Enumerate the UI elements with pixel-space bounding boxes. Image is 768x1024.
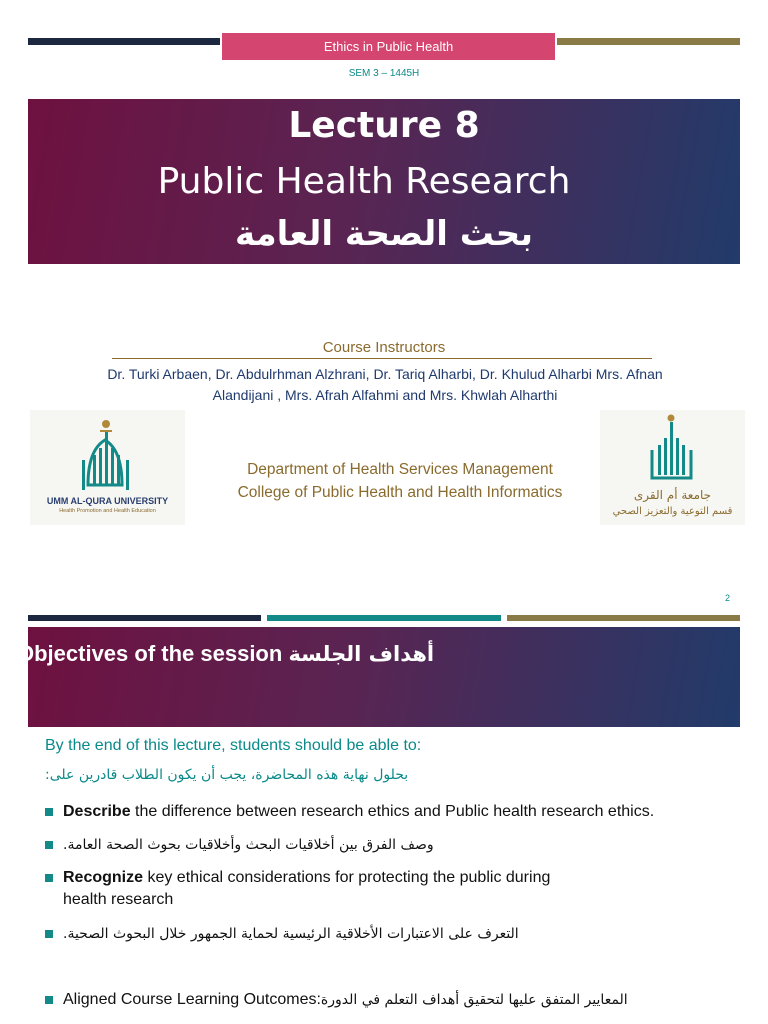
header-bar-right (557, 38, 740, 45)
lecture-number: Lecture 8 (288, 105, 480, 146)
header-bar-olive (507, 615, 740, 621)
course-label: Ethics in Public Health (222, 33, 555, 60)
header-bar-left (28, 38, 220, 45)
objective-body: the difference between research ethics and Public health research ethics. (130, 803, 655, 820)
university-emblem-icon (600, 410, 745, 485)
department-name: Department of Health Services Management (247, 461, 553, 478)
semester-label: SEM 3 – 1445H (348, 68, 420, 79)
college-name: College of Public Health and Health Informatics (237, 484, 563, 501)
aligned-outcomes-en: Aligned Course Learning Outcomes: (63, 991, 321, 1008)
objective-text (63, 867, 583, 911)
bullet-icon (45, 808, 53, 816)
bullet-icon (45, 841, 53, 849)
intro-arabic: بحلول نهاية هذه المحاضرة، يجب أن يكون الطلاب قادرين على: (45, 767, 409, 783)
aligned-outcomes-ar: المعايير المتفق عليها لتحقيق أهداف التعلم في الدورة (320, 992, 628, 1008)
objective-body: key ethical considerations for protecting the public during health research (63, 869, 551, 908)
objective-arabic: التعرف على الاعتبارات الأخلاقية الرئيسية لحماية الجمهور خلال البحوث الصحية. (63, 926, 519, 942)
bullet-icon (45, 996, 53, 1004)
page-number: 2 (725, 593, 731, 603)
objectives-title-ar: أهداف الجلسة (288, 642, 435, 666)
university-name-arabic: جامعة أم القرى (633, 488, 712, 502)
objective-arabic: وصف الفرق بين أخلاقيات البحث وأخلاقيات بحوث الصحة العامة. (63, 837, 434, 853)
header-bar-teal (267, 615, 501, 621)
title-band (28, 99, 740, 264)
aligned-outcomes-text (63, 989, 628, 1011)
bullet-icon (45, 930, 53, 938)
header-bar-navy (28, 615, 261, 621)
objective-text (63, 801, 654, 823)
instructors-heading: Course Instructors (322, 339, 446, 356)
lecture-title: Public Health Research (157, 161, 571, 202)
university-subtitle: Health Promotion and Health Education (59, 508, 156, 514)
instructors-names: Dr. Turki Arbaen, Dr. Abdulrhman Alzhrani, Dr. Tariq Alharbi, Dr. Khulud Alharbi Mrs. Afnan Alandijani , Mrs. Afrah Alfahmi and Mrs. Khwlah Alharthi (107, 366, 663, 403)
objectives-title (17, 641, 434, 667)
university-emblem-icon (30, 410, 185, 500)
department-block (200, 458, 600, 504)
slide-objectives (0, 585, 768, 1024)
university-subtitle-arabic: قسم التوعية والتعزيز الصحي (612, 506, 733, 517)
instructors-divider (112, 358, 652, 359)
university-name: UMM AL-QURA UNIVERSITY (46, 496, 169, 506)
objective-verb: Recognize (63, 869, 144, 886)
bullet-icon (45, 874, 53, 882)
university-logo-left (30, 410, 185, 525)
university-logo-right (600, 410, 745, 525)
lecture-title-arabic: بحث الصحة العامة (234, 214, 534, 254)
objectives-title-en: Objectives of the session (17, 641, 283, 666)
intro-english: By the end of this lecture, students should be able to: (45, 737, 422, 754)
objective-verb: Describe (63, 803, 131, 820)
